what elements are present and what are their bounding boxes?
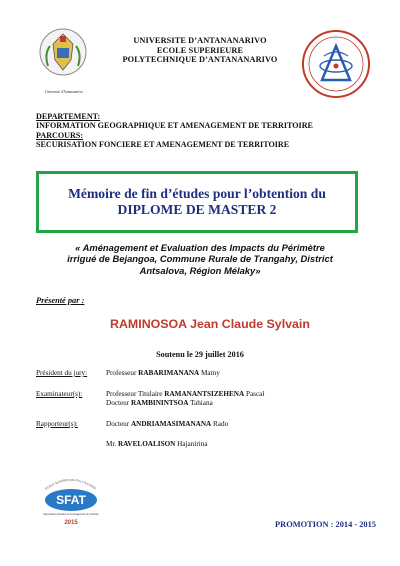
defense-date: Soutenu le 29 juillet 2016 (156, 350, 244, 359)
reporters-role: Rapporteur(s): (36, 420, 78, 428)
promotion: PROMOTION : 2014 - 2015 (275, 520, 376, 529)
institution-header (100, 36, 300, 65)
sfat-logo (40, 470, 102, 530)
president-role: Président du jury: (36, 369, 88, 377)
department-label: DEPARTEMENT: (36, 112, 101, 121)
subject-line2: irrigué de Bejangoa, Commune Rurale de Trangahy, District (67, 253, 333, 265)
polytechnic-logo (300, 26, 372, 104)
sfat-arc-text: ECOLE SUPERIEURE POLYTECHNIQ (44, 477, 97, 491)
parcours-label: PARCOURS: (36, 130, 84, 140)
examiner1-name: Professeur Titulaire RAMANANTSIZEHENA Pascal (106, 390, 265, 398)
sfat-year: 2015 (64, 520, 78, 526)
examiners-role: Examinateur(s): (36, 390, 83, 398)
svg-text:ECOLE SUPERIEURE POLYTECHNIQUE (40, 470, 97, 491)
parcours-value: SECURISATION FONCIERE ET AMENAGEMENT DE TERRITOIRE (36, 140, 290, 150)
sfat-tagline: Sécurisation Foncière et Aménagement du Territoire (43, 513, 99, 516)
department-value: INFORMATION GEOGRAPHIQUE ET AMENAGEMENT DE TERRITOIRE (36, 121, 313, 131)
thesis-title-box (36, 171, 358, 233)
subject-line3: Antsalova, Région Mélaky» (139, 264, 261, 276)
examiner2-name: Docteur RAMBININTSOA Tahiana (106, 399, 213, 407)
subject-line1: « Aménagement et Evaluation des Impacts du Périmètre (75, 242, 325, 253)
university-name: UNIVERSITE D’ANTANANARIVO (133, 36, 267, 45)
university-logo (38, 26, 88, 88)
polytechnic-name: POLYTECHNIQUE D’ANTANANARIVO (122, 55, 278, 65)
sfat-brand: SFAT (56, 493, 86, 507)
presented-by-label: Présenté par : (36, 296, 85, 305)
author-name: RAMINOSOA Jean Claude Sylvain (110, 317, 310, 331)
reporter1-name: Docteur ANDRIAMASIMANANA Rado (106, 420, 229, 428)
thesis-title-line2: DIPLOME DE MASTER 2 (117, 202, 277, 217)
department-block (36, 112, 376, 150)
reporter2-name: Mr. RAVELOALISON Hajanirina (106, 440, 208, 448)
thesis-title-line1: Mémoire de fin d’études pour l’obtention du (68, 186, 326, 201)
thesis-subject (38, 242, 362, 276)
university-logo-caption: Université d'Antananarivo (45, 90, 83, 94)
school-name: ECOLE SUPERIEURE (156, 45, 244, 55)
president-name: Professeur RABARIMANANA Mamy (106, 369, 220, 377)
